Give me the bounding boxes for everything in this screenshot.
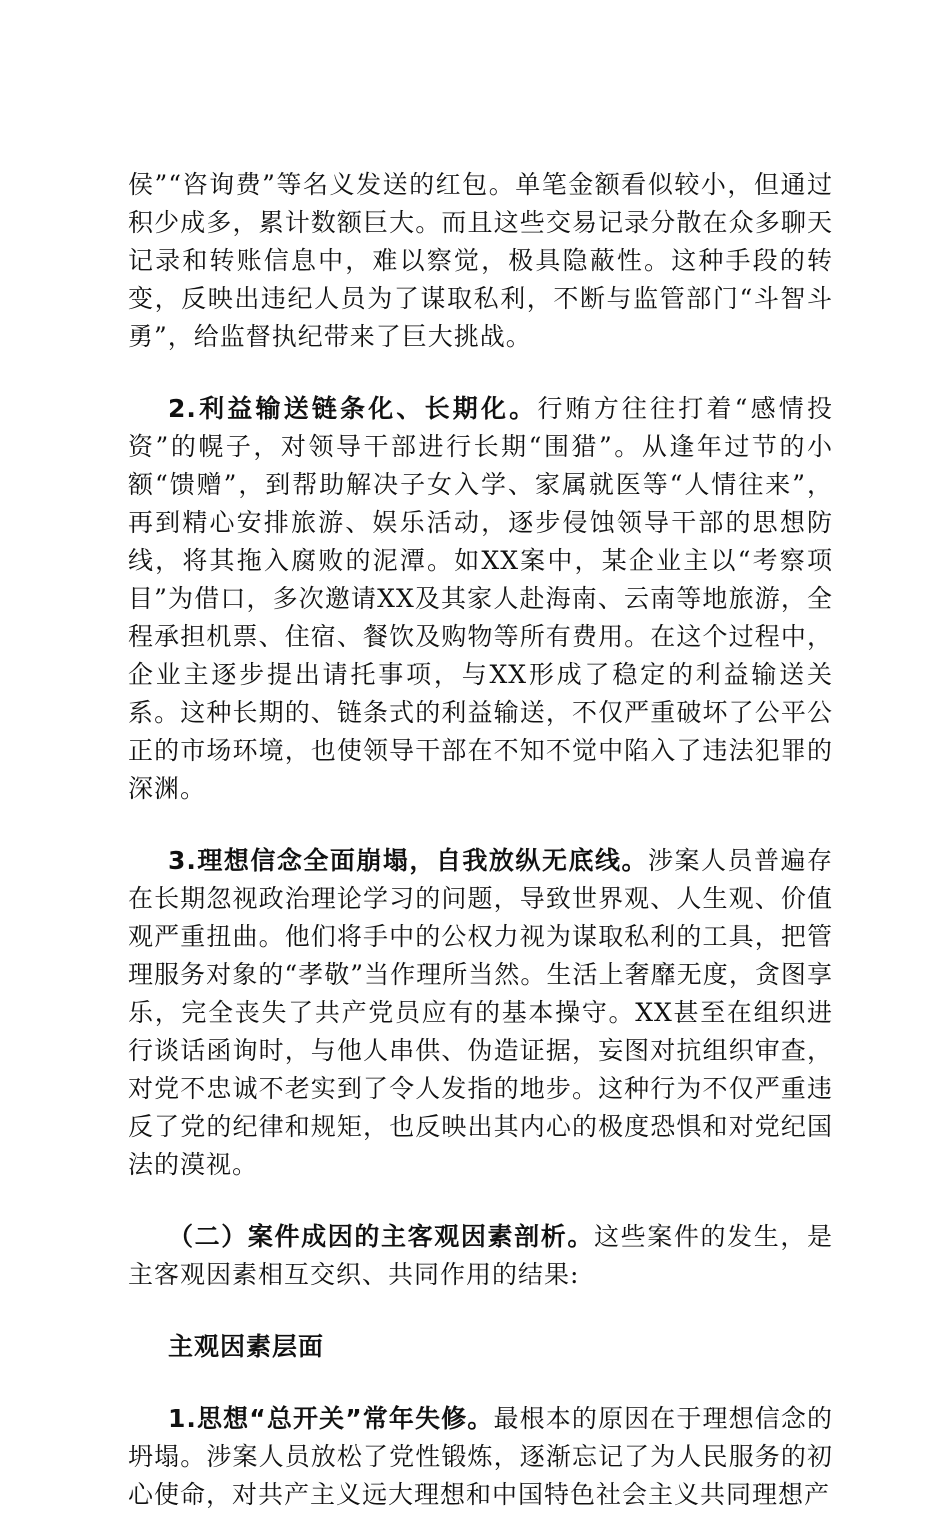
paragraph-thinking-switch [128,1400,833,1514]
document-body [128,166,833,1514]
paragraph-text: 这些案件的发生，是主客观因素相互交织、共同作用的结果: [128,1222,833,1289]
paragraph-text: 行贿方往往打着“感情投资”的幌子，对领导干部进行长期“围猎”。从逢年过节的小额“馈赠”，到帮助解决子女入学、家属就医等“人情往来”，再到精心安排旅游、娱乐活动，逐步侵蚀领导干部的思想防线，将其拖入腐败的泥潭。如XX案中，某企业主以“考察项目”为借口，多次邀请XX及其家人赴海南、云南等地旅游，全程承担机票、住宿、餐饮及购物等所有费用。在这个过程中，企业主逐步提出请托事项，与XX形成了稳定的利益输送关系。这种长期的、链条式的利益输送，不仅严重破坏了公平公正的市场环境，也使领导干部在不知不觉中陷入了违法犯罪的深渊。 [128,394,833,803]
paragraph-ideals-collapse [128,842,833,1184]
paragraph-lead: 1.思想“总开关”常年失修。 [168,1404,494,1433]
paragraph-text: 涉案人员普遍存在长期忽视政治理论学习的问题，导致世界观、人生观、价值观严重扭曲。他们将手中的公权力视为谋取私利的工具，把管理服务对象的“孝敬”当作理所当然。生活上奢靡无度，贪图享乐，完全丧失了共产党员应有的基本操守。XX甚至在组织进行谈话函询时，与他人串供、伪造证据，妄图对抗组织审查，对党不忠诚不老实到了令人发指的地步。这种行为不仅严重违反了党的纪律和规矩，也反映出其内心的极度恐惧和对党纪国法的漠视。 [128,846,833,1179]
paragraph-lead: 3.理想信念全面崩塌，自我放纵无底线。 [168,846,648,875]
subheading-subjective-factors: 主观因素层面 [168,1332,325,1361]
paragraph-continuation [128,166,833,356]
paragraph-text: 最根本的原因在于理想信念的坍塌。涉案人员放松了党性锻炼，逐渐忘记了为人民服务的初心使命，对共产主义远大理想和中国特色社会主义共同理想产 [128,1404,833,1509]
paragraph-case-causes [128,1218,833,1294]
paragraph-lead: （二）案件成因的主客观因素剖析。 [168,1222,594,1251]
paragraph-interest-transfer [128,390,833,808]
paragraph-text: 侯”“咨询费”等名义发送的红包。单笔金额看似较小，但通过积少成多，累计数额巨大。而且这些交易记录分散在众多聊天记录和转账信息中，难以察觉，极具隐蔽性。这种手段的转变，反映出违纪人员为了谋取私利，不断与监管部门“斗智斗勇”，给监督执纪带来了巨大挑战。 [128,170,833,351]
paragraph-lead: 2.利益输送链条化、长期化。 [168,394,538,423]
